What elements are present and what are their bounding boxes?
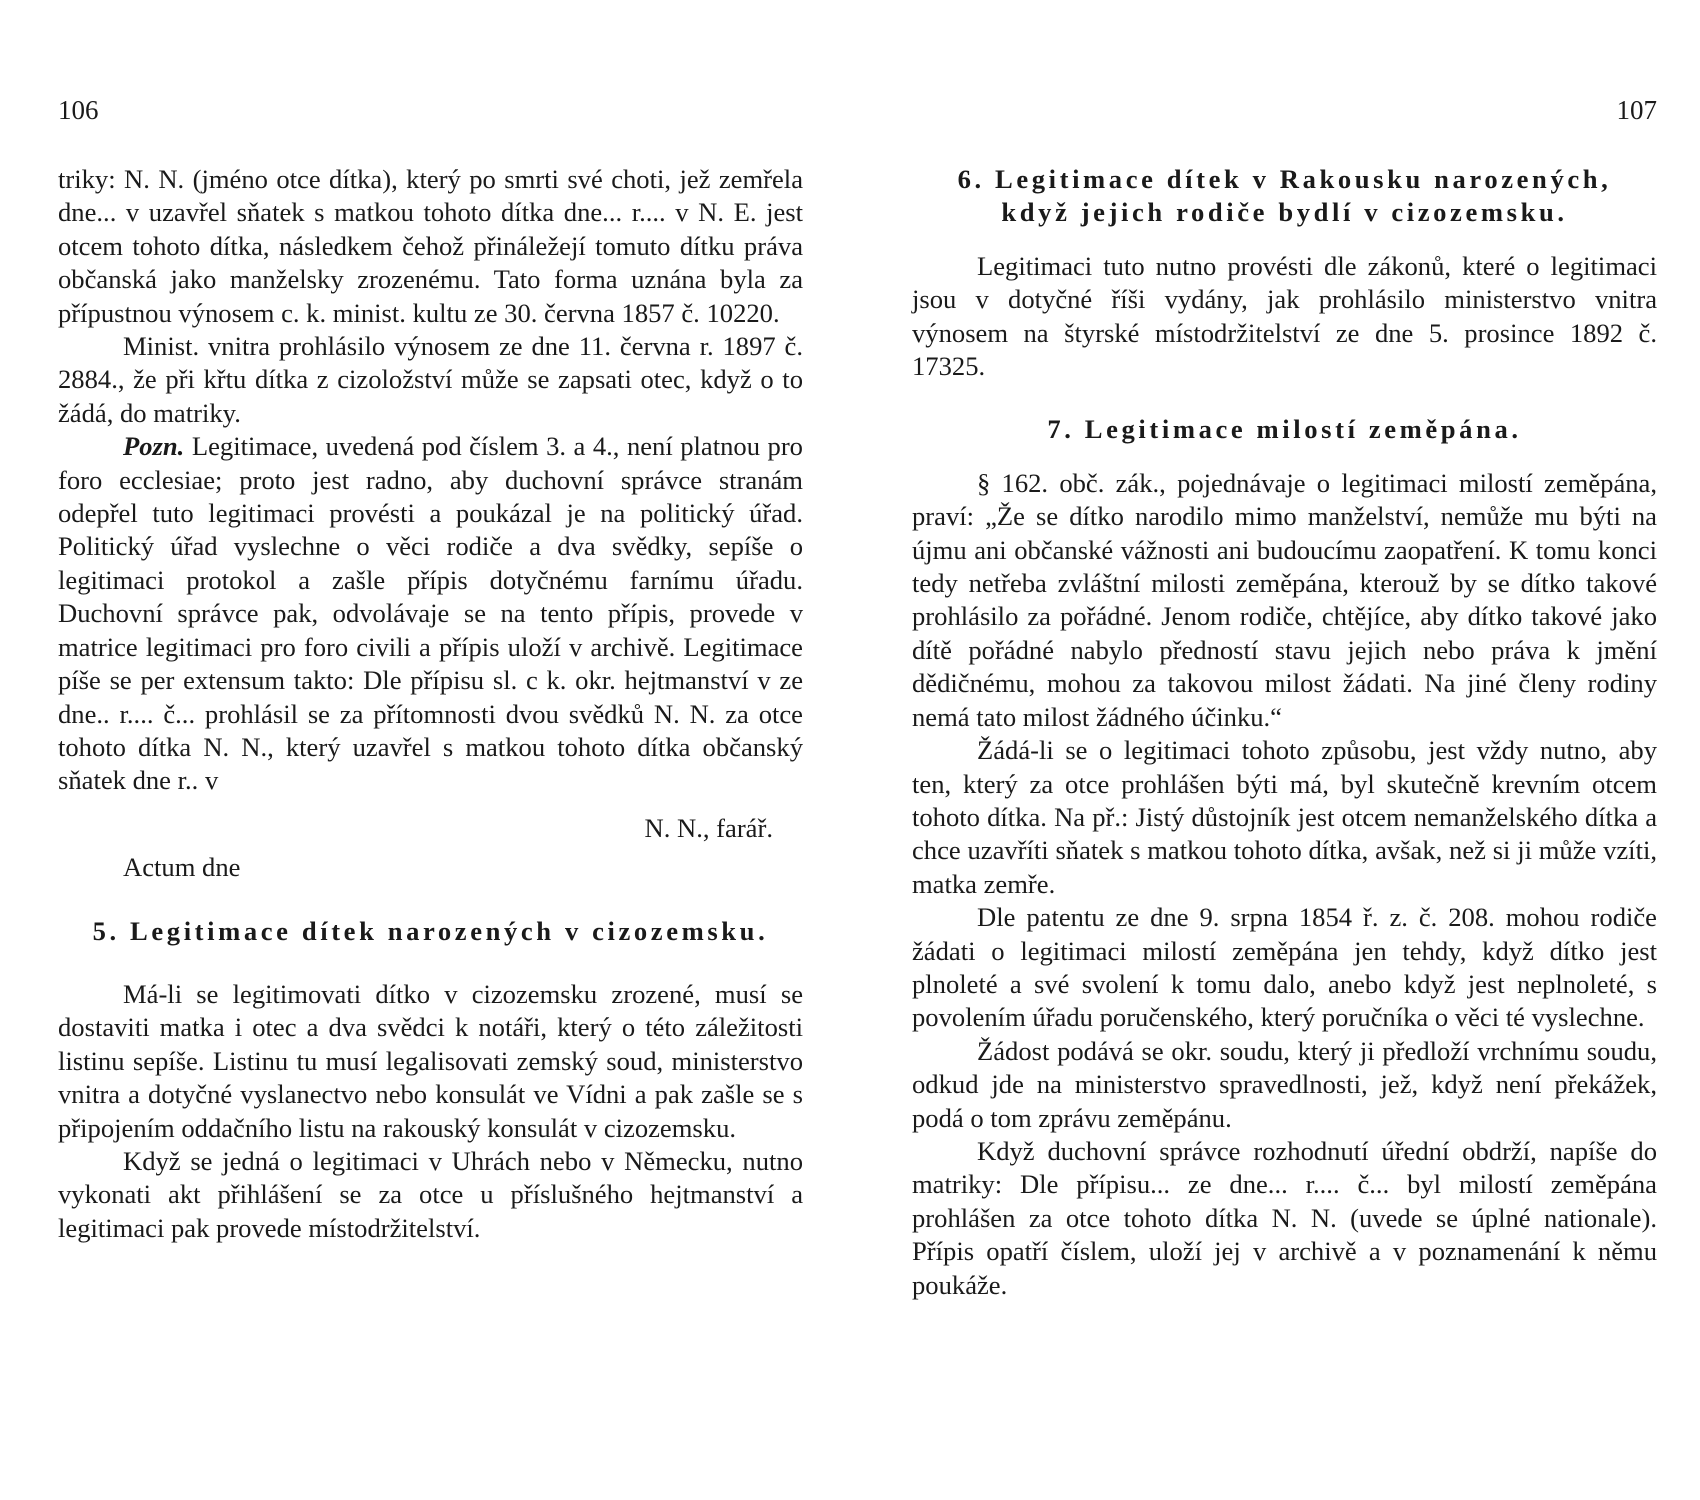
signature: N. N., farář. xyxy=(644,812,773,843)
section7-paragraph-1: § 162. obč. zák., pojednávaje o legitimaci milostí zeměpána, praví: „Že se dítko narodilo mimo manželství, nemůže mu býti na újmu ani občanské vážnosti ani budoucímu zaopatření. K tomu konci tedy netřeba zvláštní milosti zeměpána, kterouž by se dítko takové prohlásilo za pořádné. Jenom rodiče, chtějíce, aby dítko takové jako dítě pořádné nabylo předností stavu jejich nebo práva k jmění dědičnému, mohou za takovou milost žádati. Na jiné členy rodiny nemá tato milost žádného účinku.“ xyxy=(912,467,1657,732)
section5-paragraph-2: Když se jedná o legitimaci v Uhrách nebo v Německu, nutno vykonati akt přihlášení se za otce u příslušného hejtmanství a legitimaci pak provede místodržitelství. xyxy=(58,1145,803,1243)
section6-paragraph: Legitimaci tuto nutno provésti dle zákonů, které o legitimaci jsou v dotyčné říši vydány, jak prohlásilo ministerstvo vnitra výnosem na štyrské místodržitelství ze dne 5. prosince 1892 č. 17325. xyxy=(912,250,1657,382)
intro-paragraph: triky: N. N. (jméno otce dítka), který po smrti své choti, jež zemřela dne... v uzavřel sňatek s matkou tohoto dítka dne... r.... v N. E. jest otcem tohoto dítka, následkem čehož přináležejí tomuto dítku práva občanská jako manželsky zrozenému. Tato forma uznána byla za přípustnou výnosem c. k. minist. kultu ze 30. června 1857 č. 10220. xyxy=(58,164,803,328)
right-page xyxy=(912,95,1657,1302)
note-label: Pozn. xyxy=(123,431,185,462)
ministry-paragraph: Minist. vnitra prohlásilo výnosem ze dne 11. června r. 1897 č. 2884., že při křtu dítka z cizoložství může se zapsati otec, když o to žádá, do matriky. xyxy=(58,331,803,428)
right-page-body xyxy=(912,163,1657,1302)
section6-heading xyxy=(912,163,1657,230)
section6-heading-line1: 6. Legitimace dítek v Rakousku narozených, xyxy=(957,164,1612,194)
page-number-right: 107 xyxy=(1616,95,1657,125)
section7-paragraph-4: Žádost podává se okr. soudu, který ji předloží vrchnímu soudu, odkud jde na ministerstvo spravedlnosti, jež, když není překážek, podá o tom zprávu zeměpánu. xyxy=(912,1035,1657,1133)
section5-paragraph-1: Má-li se legitimovati dítko v cizozemsku zrozené, musí se dostaviti matka i otec a dva svědci k notáři, který o této záležitosti listinu sepíše. Listinu tu musí legalisovati zemský soud, ministerstvo vnitra a dotyčné vyslanectvo nebo konsulát ve Vídni a pak zašle se s připojením oddačního listu na rakouský konsulát v cizozemsku. xyxy=(58,978,803,1143)
section7-paragraph-5: Když duchovní správce rozhodnutí úřední obdrží, napíše do matriky: Dle přípisu... ze dne... r.... č... byl milostí zeměpána prohlášen za otce tohoto dítka N. N. (uvede se úplné nationale). Přípis opatří číslem, uloží jej v archivě a v poznamenání k němu poukáže. xyxy=(912,1135,1657,1300)
section7-paragraph-2: Žádá-li se o legitimaci tohoto způsobu, jest vždy nutno, aby ten, který za otce prohlášen býti má, byl skutečně krevním otcem tohoto dítka. Na př.: Jistý důstojník jest otcem nemanželského dítka a chce uzavříti sňatek s matkou tohoto dítka, avšak, než si ji může vzíti, matka zemře. xyxy=(912,735,1657,899)
section7-paragraph-3: Dle patentu ze dne 9. srpna 1854 ř. z. č. 208. mohou rodiče žádati o legitimaci milostí zeměpána jen tehdy, když dítko jest plnoleté a své svolení k tomu dalo, anebo když jest neplnoleté, s povolením úřadu poručenského, který poručníka o věci té vyslechne. xyxy=(912,902,1657,1033)
page-number-left: 106 xyxy=(58,95,99,125)
note-text: Legitimace, uvedená pod číslem 3. a 4., není platnou pro foro ecclesiae; proto jest radno, aby duchovní správce stranám odepřel tuto legitimaci provésti a poukázal je na politický úřad. Politický úřad vyslechne o věci rodiče a dva svědky, sepíše o legitimaci protokol a zašle přípis dotyčnému farnímu úřadu. Duchovní správce pak, odvolávaje se na tento přípis, provede v matrice legitimaci pro foro civili a přípis uloží v archivě. Legitimace píše se per extensum takto: Dle přípisu sl. c k. okr. hejtmanství v ze dne.. r.... č... prohlásil se za přítomnosti dvou svědků N. N. za otce tohoto dítka N. N., který uzavřel s matkou tohoto dítka občanský sňatek dne r.. v xyxy=(58,431,803,796)
actum-line: Actum dne xyxy=(123,852,241,883)
section6-heading-line2: když jejich rodiče bydlí v cizozemsku. xyxy=(1001,197,1568,228)
section7-heading: 7. Legitimace milostí zeměpána. xyxy=(1047,414,1522,445)
section5-heading: 5. Legitimace dítek narozených v cizozemsku. xyxy=(92,915,769,946)
left-page xyxy=(58,95,803,1245)
left-page-body xyxy=(58,163,803,1245)
note-paragraph xyxy=(58,430,803,797)
